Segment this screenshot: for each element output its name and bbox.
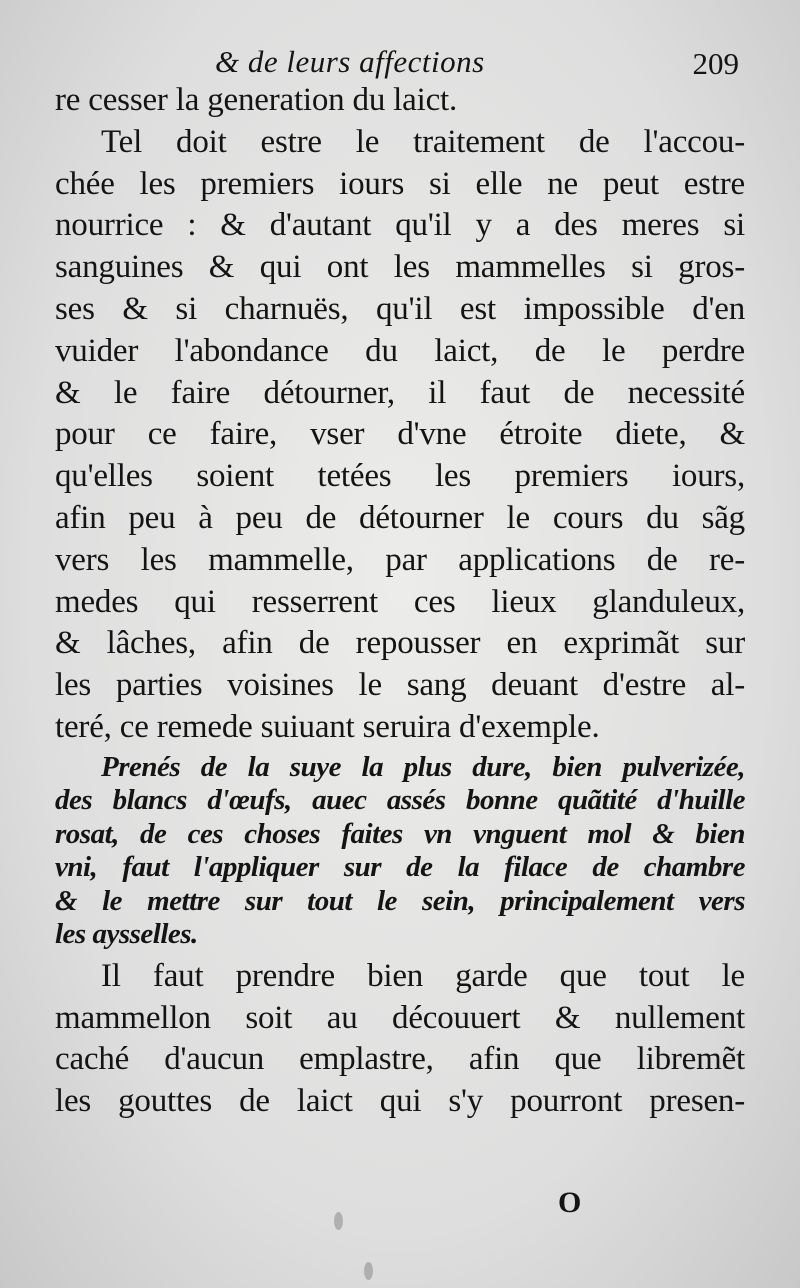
text-body <box>55 80 745 1123</box>
text-line: re cesser la generation du laict. <box>55 82 458 118</box>
text-line: les gouttes de laict qui s'y pourront presen- <box>55 1083 745 1120</box>
running-title: & de leurs affections <box>215 44 485 79</box>
text-line: caché d'aucun emplastre, afin que libremẽt <box>55 1041 745 1078</box>
text-line: sanguines & qui ont les mammelles si gros- <box>55 249 745 286</box>
text-line: & lâches, afin de repousser en exprimãt sur <box>55 625 745 662</box>
text-line: chée les premiers iours si elle ne peut estre <box>55 165 745 202</box>
text-line: vuider l'abondance du laict, de le perdre <box>55 332 745 369</box>
text-line: qu'elles soient tetées les premiers iours, <box>55 458 745 495</box>
recipe-line: Prenés de la suye la plus dure, bien pulverizée, <box>101 750 745 783</box>
paragraph-treatment <box>55 122 745 749</box>
text-line: pour ce faire, vser d'vne étroite diete, & <box>55 416 745 453</box>
text-line: Tel doit estre le traitement de l'accou- <box>101 123 745 160</box>
page-number: 209 <box>692 46 739 81</box>
paragraph-nipple-care <box>55 956 745 1123</box>
text-line: medes qui resserrent ces lieux glanduleux, <box>55 583 745 620</box>
text-line: vers les mammelle, par applications de re- <box>55 541 745 578</box>
signature-mark: O <box>558 1186 582 1219</box>
text-line: nourrice : & d'autant qu'il y a des meres si <box>55 207 745 244</box>
paragraph-recipe <box>55 751 745 952</box>
text-line: afin peu à peu de détourner le cours du sãg <box>55 499 745 536</box>
text-line: & le faire détourner, il faut de necessité <box>55 374 745 411</box>
text-line: les parties voisines le sang deuant d'estre al- <box>55 667 745 704</box>
text-line: mammellon soit au découuert & nullement <box>55 999 745 1036</box>
ink-smudge <box>364 1262 373 1280</box>
recipe-line: rosat, de ces choses faites vn vnguent mol & bien <box>55 817 745 850</box>
recipe-line: vni, faut l'appliquer sur de la filace de chambre <box>55 851 745 884</box>
paragraph-continuation <box>55 80 745 122</box>
recipe-line: & le mettre sur tout le sein, principalement vers <box>55 884 745 917</box>
recipe-line: des blancs d'œufs, auec assés bonne quãtité d'huille <box>55 784 745 817</box>
text-line: Il faut prendre bien garde que tout le <box>101 957 745 994</box>
text-line: ses & si charnuës, qu'il est impossible d'en <box>55 290 745 327</box>
recipe-line: les aysselles. <box>55 918 198 951</box>
ink-smudge <box>334 1212 343 1230</box>
text-line: teré, ce remede suiuant seruira d'exemple. <box>55 708 600 745</box>
